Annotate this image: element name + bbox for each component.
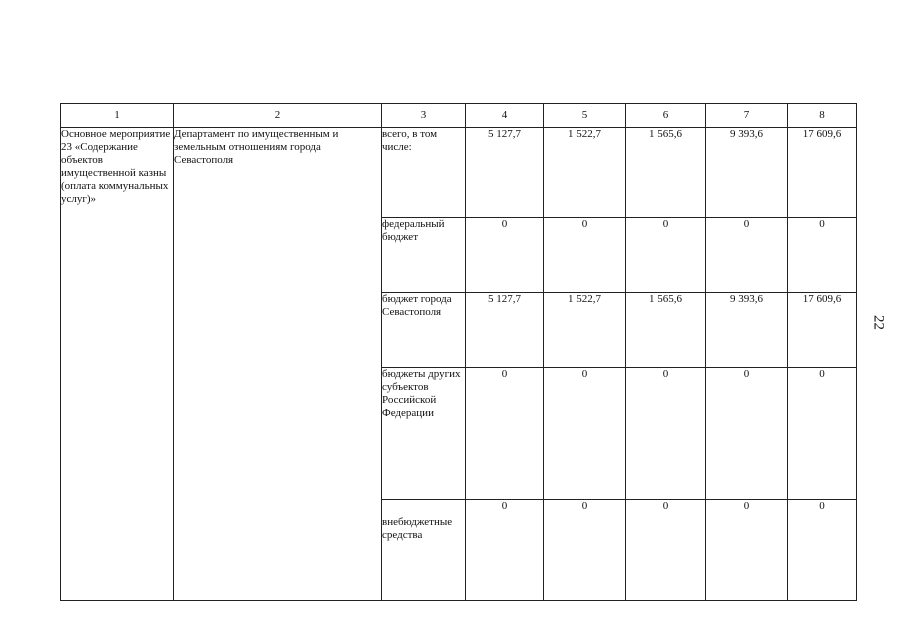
source-cell: бюджет города Севастополя [382,293,466,368]
column-header: 7 [706,104,788,128]
value-cell: 0 [706,218,788,293]
value-cell: 0 [466,500,544,601]
value-cell: 17 609,6 [788,293,857,368]
value-cell: 0 [626,218,706,293]
value-cell: 0 [788,368,857,500]
source-cell: бюджеты других субъектов Российской Федерации [382,368,466,500]
source-cell: федеральный бюджет [382,218,466,293]
value-cell: 0 [706,368,788,500]
value-cell: 5 127,7 [466,128,544,218]
value-cell: 1 565,6 [626,293,706,368]
value-cell: 0 [788,218,857,293]
activity-cell: Основное мероприятие 23 «Содержание объектов имущественной казны (оплата коммунальных услуг)» [61,128,174,601]
value-cell: 17 609,6 [788,128,857,218]
source-cell: внебюджетные средства [382,500,466,601]
column-header: 5 [544,104,626,128]
executor-cell: Департамент по имущественным и земельным отношениям города Севастополя [174,128,382,601]
value-cell: 0 [466,218,544,293]
column-header: 3 [382,104,466,128]
column-header: 1 [61,104,174,128]
value-cell: 9 393,6 [706,293,788,368]
value-cell: 0 [544,218,626,293]
value-cell: 0 [466,368,544,500]
column-header: 8 [788,104,857,128]
table-row [61,128,857,218]
value-cell: 1 565,6 [626,128,706,218]
value-cell: 0 [626,368,706,500]
value-cell: 0 [706,500,788,601]
column-header: 4 [466,104,544,128]
header-row [61,104,857,128]
value-cell: 0 [544,368,626,500]
value-cell: 0 [626,500,706,601]
value-cell: 1 522,7 [544,128,626,218]
value-cell: 1 522,7 [544,293,626,368]
budget-table [60,103,857,601]
value-cell: 5 127,7 [466,293,544,368]
source-cell: всего, в том числе: [382,128,466,218]
value-cell: 0 [788,500,857,601]
value-cell: 9 393,6 [706,128,788,218]
column-header: 6 [626,104,706,128]
page-number: 22 [870,315,887,330]
column-header: 2 [174,104,382,128]
value-cell: 0 [544,500,626,601]
